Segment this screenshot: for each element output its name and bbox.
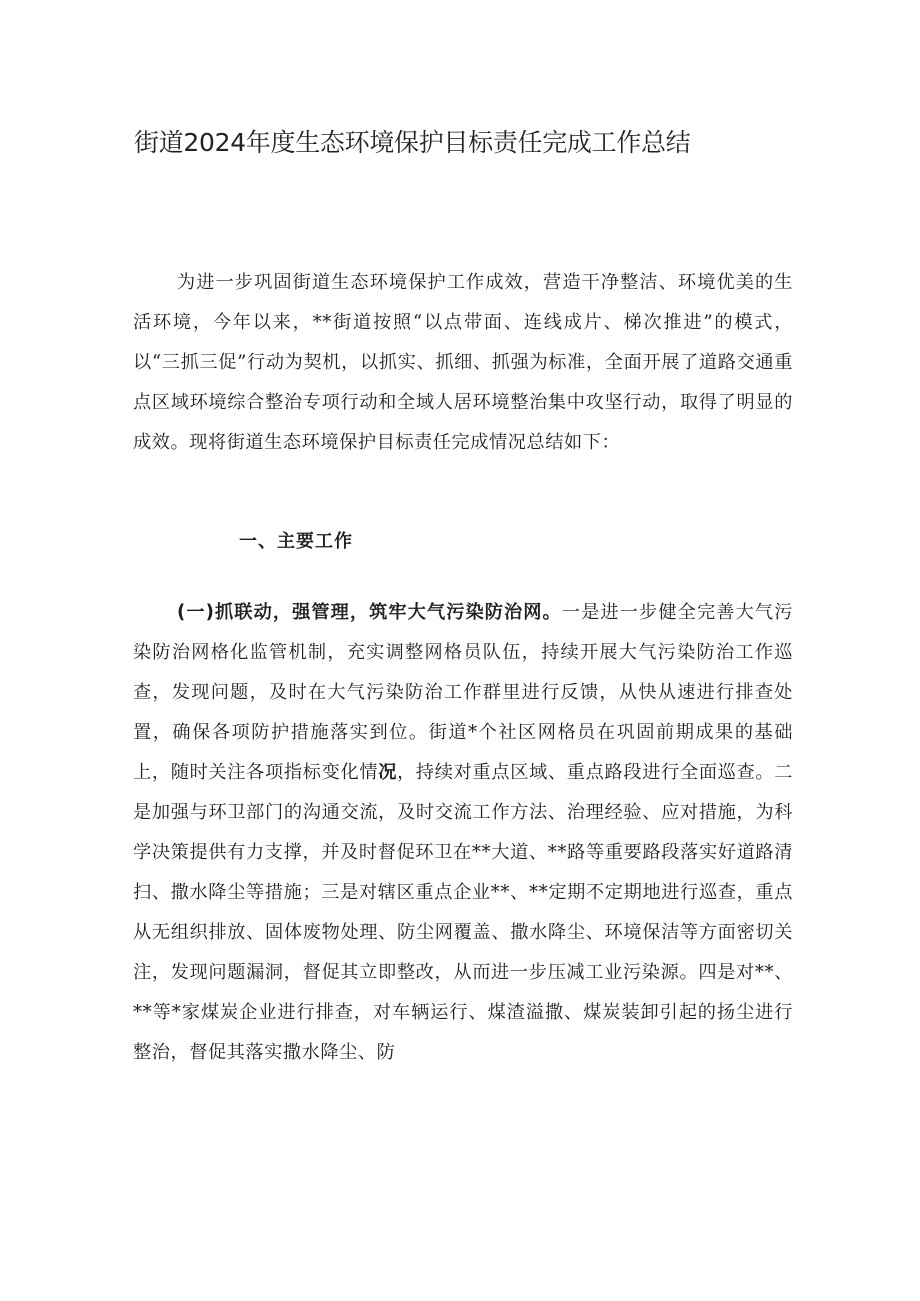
paragraph-air-pollution (133, 593, 793, 1073)
intro-paragraph: 为进一步巩固街道生态环境保护工作成效，营造干净整洁、环境优美的生活环境，今年以来，**街道按照“以点带面、连线成片、梯次推进”的模式，以“三抓三促”行动为契机，以抓实、抓细、抓强为标准，全面开展了道路交通重点区域环境综合整治专项行动和全域人居环境整治集中攻坚行动，取得了明显的成效。现将街道生态环境保护目标责任完成情况总结如下： (133, 272, 793, 453)
paragraph-text-part-b: ，持续对重点区域、重点路段进行全面巡查。二是加强与环卫部门的沟通交流，及时交流工作方法、治理经验、应对措施，为科学决策提供有力支撑，并及时督促环卫在**大道、**路等重要路段落实好道路清扫、撒水降尘等措施；三是对辖区重点企业**、**定期不定期地进行巡查，重点从无组织排放、固体废物处理、防尘网覆盖、撒水降尘、环境保洁等方面密切关注，发现问题漏洞，督促其立即整改，从而进一步压减工业污染源。四是对**、**等*家煤炭企业进行排查，对车辆运行、煤渣溢撒、煤炭装卸引起的扬尘进行整治，督促其落实撒水降尘、防 (133, 762, 793, 1063)
paragraph-text-part-a: 一是进一步健全完善大气污染防治网格化监管机制，充实调整网格员队伍，持续开展大气污染防治工作巡查，发现问题，及时在大气污染防治工作群里进行反馈，从快从速进行排查处置，确保各项防护措施落实到位。街道*个社区网格员在巩固前期成果的基础上，随时关注各项指标变化情 (133, 602, 793, 783)
paragraph-lead-heading: (一)抓联动，强管理，筑牢大气污染防治网。 (177, 602, 562, 623)
section-heading-main-work: 一、主要工作 (239, 531, 353, 552)
paragraph-text-emphasis: 况 (378, 762, 398, 783)
document-title: 街道2024年度生态环境保护目标责任完成工作总结 (134, 128, 691, 157)
